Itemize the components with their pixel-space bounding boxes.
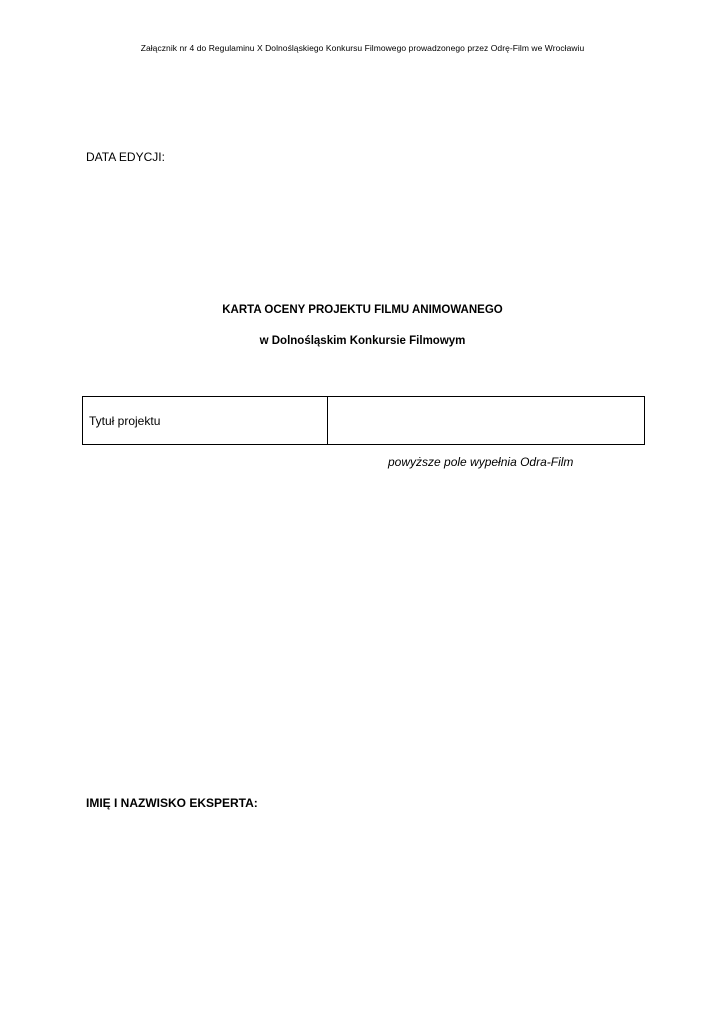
- form-title: KARTA OCENY PROJEKTU FILMU ANIMOWANEGO: [222, 304, 503, 316]
- edition-date-label: DATA EDYCJI:: [86, 150, 165, 164]
- annex-header-note: Załącznik nr 4 do Regulaminu X Dolnośląskiego Konkursu Filmowego prowadzonego przez Odrę-Film we Wrocławiu: [140, 43, 585, 53]
- project-title-table: [82, 396, 645, 445]
- form-subtitle: w Dolnośląskim Konkursie Filmowym: [259, 335, 466, 347]
- expert-name-label: IMIĘ I NAZWISKO EKSPERTA:: [86, 796, 258, 810]
- project-title-value-field[interactable]: [328, 397, 645, 445]
- project-title-row: [83, 397, 645, 445]
- fill-note: powyższe pole wypełnia Odra-Film: [388, 455, 574, 469]
- project-title-label: Tytuł projektu: [83, 397, 328, 445]
